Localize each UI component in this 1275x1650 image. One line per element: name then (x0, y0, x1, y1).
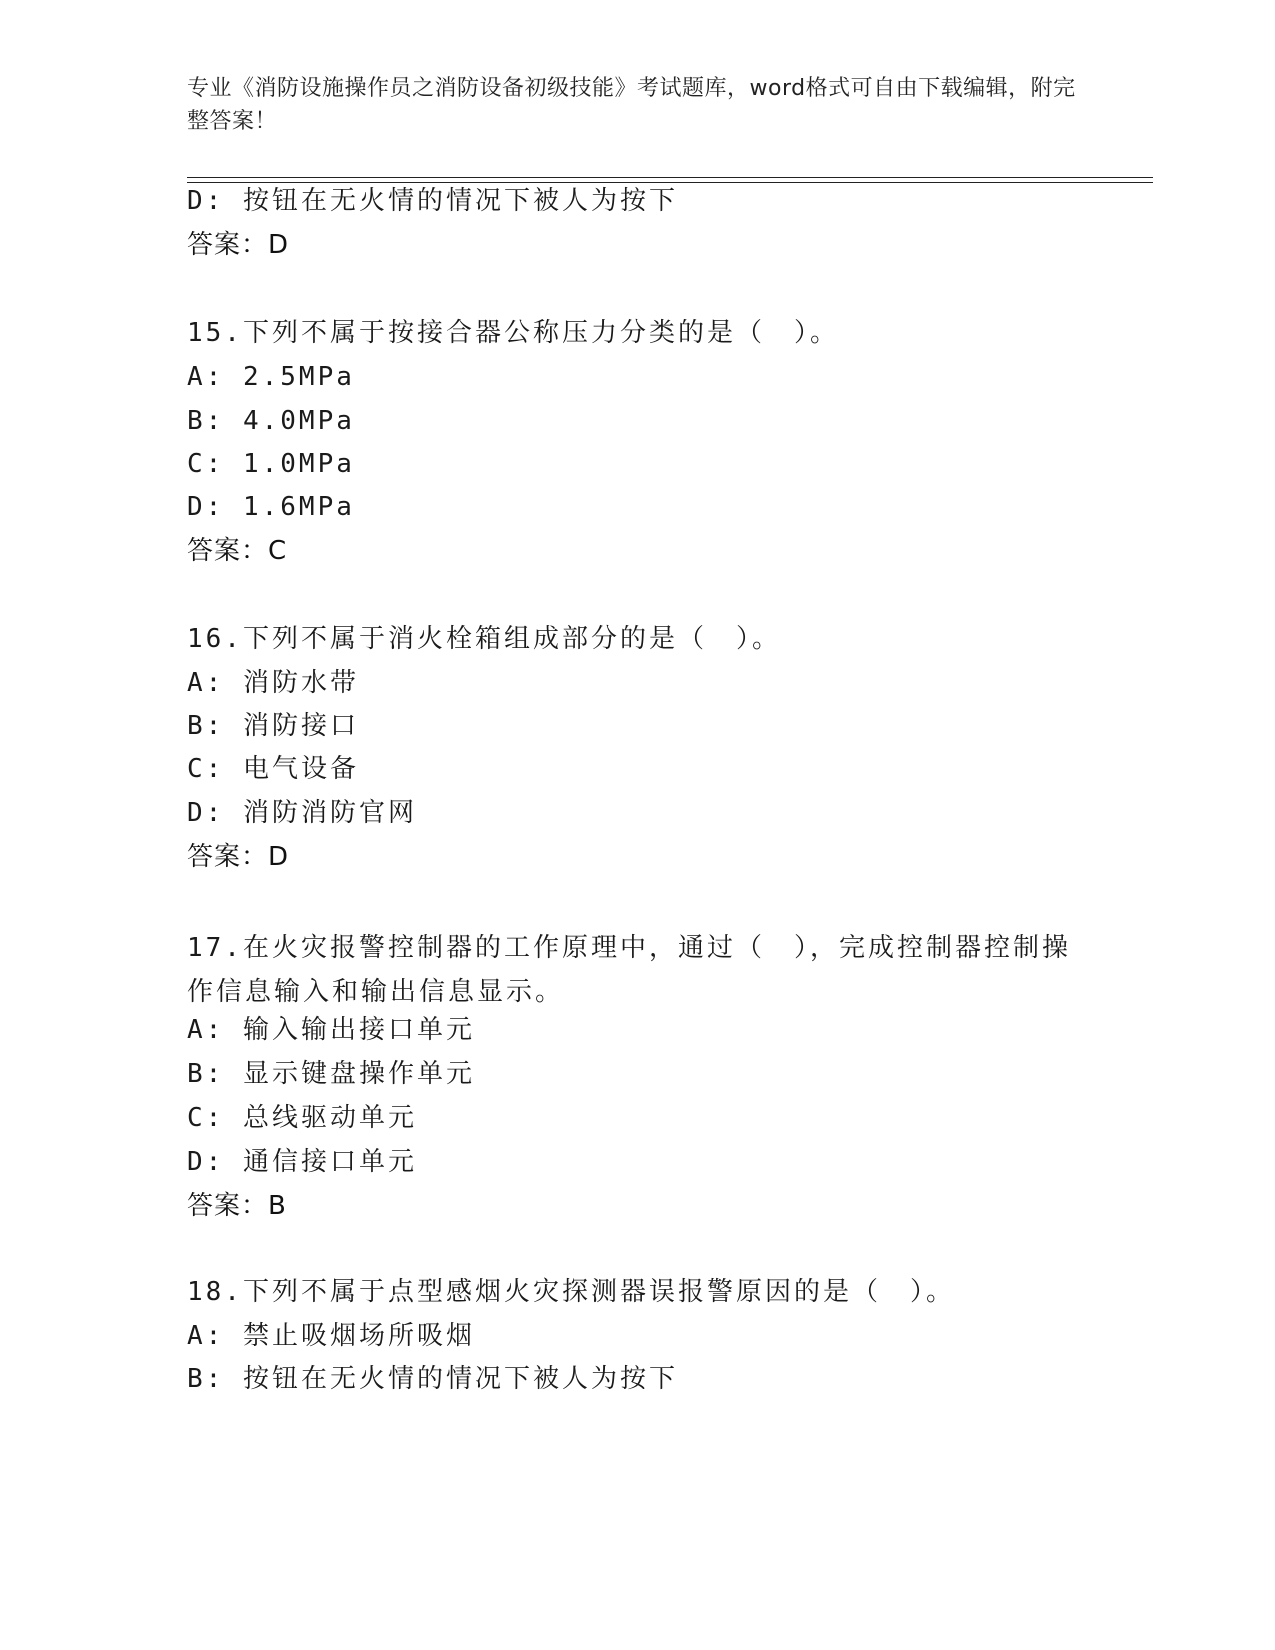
question-15-option-b: B: 4.0MPa (187, 406, 355, 436)
question-15-stem: 15.下列不属于按接合器公称压力分类的是（ ）。 (187, 318, 839, 348)
header-divider-top (187, 177, 1153, 178)
prev-option-d: D: 按钮在无火情的情况下被人为按下 (187, 186, 678, 216)
question-16-option-c: C: 电气设备 (187, 754, 359, 784)
question-17-answer: 答案：B (187, 1191, 287, 1221)
question-16-option-b: B: 消防接口 (187, 711, 359, 741)
question-15-answer: 答案：C (187, 536, 288, 566)
question-17-option-a: A: 输入输出接口单元 (187, 1015, 475, 1045)
question-16-answer: 答案：D (187, 842, 290, 872)
prev-answer: 答案：D (187, 230, 290, 260)
question-15-option-d: D: 1.6MPa (187, 492, 355, 522)
question-18-stem: 18.下列不属于点型感烟火灾探测器误报警原因的是（ ）。 (187, 1277, 955, 1307)
question-18-option-a: A: 禁止吸烟场所吸烟 (187, 1321, 475, 1351)
question-17-stem: 17.在火灾报警控制器的工作原理中，通过（ ），完成控制器控制操作信息输入和输出信息显示。 (187, 933, 1071, 1007)
document-intro: 专业《消防设施操作员之消防设备初级技能》考试题库，word格式可自由下载编辑，附完整答案！ (187, 76, 1076, 134)
question-18-option-b: B: 按钮在无火情的情况下被人为按下 (187, 1364, 678, 1394)
question-16-option-a: A: 消防水带 (187, 668, 359, 698)
question-17-option-b: B: 显示键盘操作单元 (187, 1059, 475, 1089)
question-17-option-d: D: 通信接口单元 (187, 1147, 417, 1177)
question-15-option-a: A: 2.5MPa (187, 362, 355, 392)
question-16-stem: 16.下列不属于消火栓箱组成部分的是（ ）。 (187, 624, 781, 654)
question-15-option-c: C: 1.0MPa (187, 449, 355, 479)
question-16-option-d: D: 消防消防官网 (187, 798, 417, 828)
header-divider-bottom (187, 182, 1153, 183)
question-17-option-c: C: 总线驱动单元 (187, 1103, 417, 1133)
